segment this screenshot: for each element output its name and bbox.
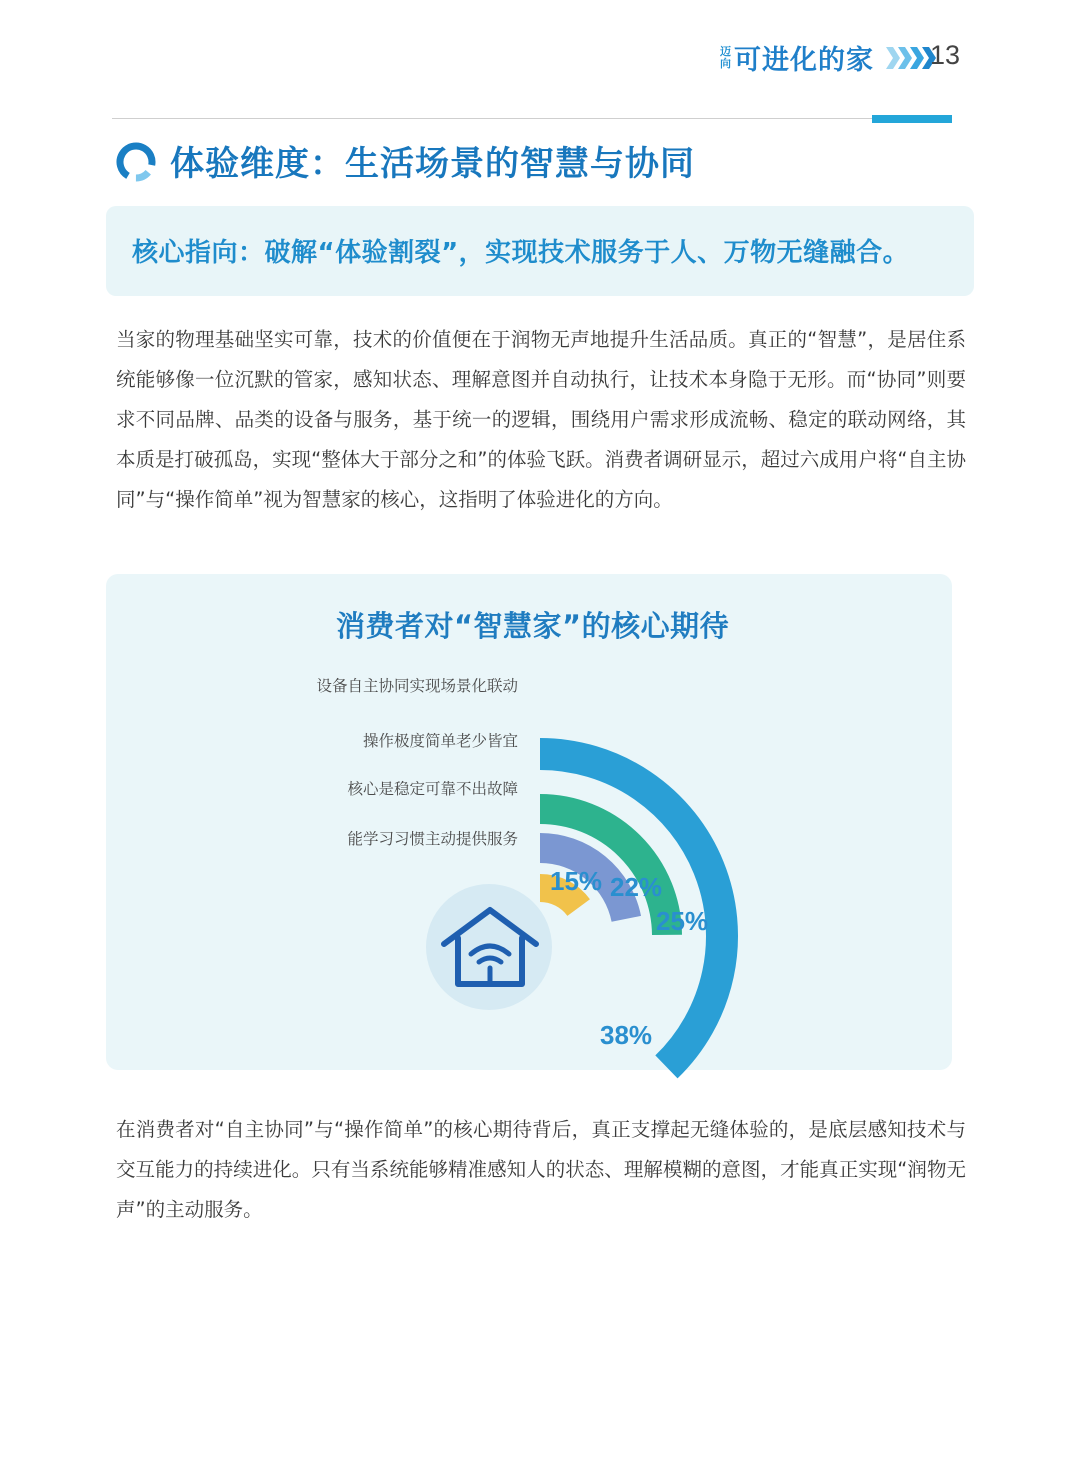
category-label-1: 设备自主协同实现场景化联动 [316,677,518,695]
brand-small-text: 迈向 [720,44,731,70]
brand-title: 可进化的家 [734,45,874,76]
value-label-3: 22% [610,872,663,902]
smart-home-wifi-icon [438,904,542,990]
body-paragraph-1: 当家的物理基础坚实可靠，技术的价值便在于润物无声地提升生活品质。真正的“智慧”，是居住系统能够像一位沉默的管家，感知状态、理解意图并自动执行，让技术本身隐于无形。而“协同”则要求不同品牌、品类的设备与服务，基于统一的逻辑，围绕用户需求形成流畅、稳定的联动网络，其本质是打破孤岛，实现“整体大于部分之和”的体验飞跃。消费者调研显示，超过六成用户将“自主协同”与“操作简单”视为智慧家的核心，这指明了体验进化的方向。 [116,328,966,511]
value-label-1: 38% [600,1020,653,1050]
body-paragraph-2: 在消费者对“自主协同”与“操作简单”的核心期待背后，真正支撑起无缝体验的，是底层感知技术与交互能力的持续进化。只有当系统能够精准感知人的状态、理解模糊的意图，才能真正实现“润物无声”的主动服务。 [116,1118,966,1221]
page-number: 13 [930,40,961,70]
value-label-2: 25% [656,906,709,936]
category-label-4: 能学习习惯主动提供服务 [347,830,518,848]
chart-title: 消费者对“智慧家”的核心期待 [336,609,730,643]
value-label-4: 15% [550,866,603,896]
section-title: 体验维度：生活场景的智慧与协同 [170,144,695,184]
category-label-2: 操作极度简单老少皆宜 [362,732,518,750]
category-label-3: 核心是稳定可靠不出故障 [347,780,518,798]
core-direction-text: 核心指向：破解“体验割裂”，实现技术服务于人、万物无缝融合。 [132,238,910,268]
